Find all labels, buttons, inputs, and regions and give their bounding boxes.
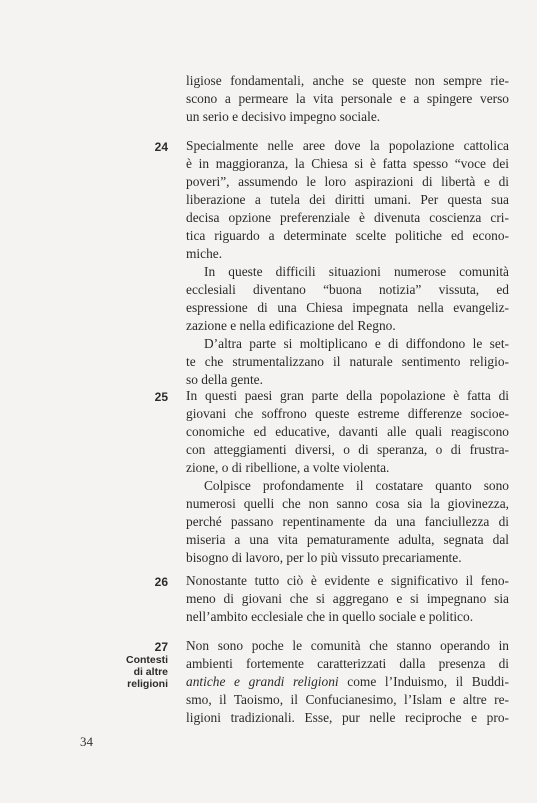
- text-line: Colpisce profondamente il costatare quanto sono: [204, 478, 509, 493]
- text-line: In questi paesi gran parte della popolazione è fatta di: [186, 388, 509, 403]
- text-line: te che strumentalizzano il naturale sentimento religio-: [186, 354, 509, 369]
- text-line: miseria a una vita pematuramente adulta, segnata dal: [186, 532, 509, 547]
- paragraph-number: 24: [154, 140, 168, 154]
- text-line: un serio e decisivo impegno sociale.: [186, 109, 381, 124]
- italic-phrase: antiche e grandi religioni: [186, 674, 339, 689]
- text-line: scono a permeare la vita personale e a spingere verso: [186, 91, 509, 106]
- margin-note-line: di altre: [133, 666, 168, 678]
- text-line: giovani che soffrono queste estreme differenze socioe-: [186, 406, 509, 421]
- text-line: miche.: [186, 246, 223, 261]
- text-line: con atteggiamenti diversi, o di speranza, o di frustra-: [186, 442, 509, 457]
- text-line: espressione di una Chiesa impegnata nella evangeliz-: [186, 300, 509, 315]
- text-line: meno di giovani che si aggregano e si impegnano sia: [186, 591, 509, 606]
- text-line: numerosi quelli che non sanno cosa sia la giovinezza,: [186, 496, 509, 511]
- text-line: smo, il Taoismo, il Confucianesimo, l’Islam e altre re-: [186, 692, 509, 707]
- text-line-with-italic: [186, 673, 509, 691]
- text-line: è in maggioranza, la Chiesa si è fatta spesso “voce dei: [186, 156, 509, 171]
- page-number: 34: [80, 734, 93, 749]
- text-line: tica riguardo a determinate scelte politiche ed econo-: [186, 228, 509, 243]
- text-line: D’altra parte si moltiplicano e di diffondono le set-: [204, 336, 509, 351]
- text-line: In queste difficili situazioni numerose comunità: [204, 264, 509, 279]
- text-line: ambienti fortemente caratterizzati dalla presenza di: [186, 656, 509, 671]
- text-line: ligioni tradizionali. Esse, pur nelle reciproche e pro-: [186, 710, 509, 725]
- text-line: Non sono poche le comunità che stanno operando in: [186, 638, 509, 653]
- paragraph-26: [186, 572, 509, 626]
- paragraph-25: [186, 387, 509, 567]
- paragraph-24: [186, 137, 509, 389]
- text-line: Nonostante tutto ciò è evidente e significativo il feno-: [186, 573, 509, 588]
- paragraph-number: 26: [154, 575, 168, 589]
- margin-note-line: Contesti: [126, 654, 168, 666]
- text-line: decisa opzione preferenziale è divenuta coscienza cri-: [186, 210, 509, 225]
- text-line: nell’ambito ecclesiale che in quello sociale e politico.: [186, 609, 474, 624]
- margin-note: [108, 654, 168, 690]
- margin-note-line: religioni: [127, 678, 168, 690]
- text-line: Specialmente nelle aree dove la popolazione cattolica: [186, 138, 509, 153]
- text-line: perché passano repentinamente da una fanciullezza di: [186, 514, 509, 529]
- text-line: ligiose fondamentali, anche se queste non sempre rie-: [186, 73, 509, 88]
- text-rest: come l’Induismo, il Buddi-: [338, 674, 509, 689]
- text-line: zazione e nella edificazione del Regno.: [186, 318, 396, 333]
- text-line: poveri”, assumendo le loro aspirazioni di libertà e di: [186, 174, 509, 189]
- text-line: liberazione a tutela dei diritti umani. Per questa sua: [186, 192, 509, 207]
- text-line: so della gente.: [186, 372, 263, 387]
- text-line: zione, o di ribellione, a volte violenta.: [186, 460, 390, 475]
- paragraph-number: 25: [154, 390, 168, 404]
- paragraph-continuation: [186, 72, 509, 126]
- text-line: conomiche ed educative, davanti alle quali reagiscono: [186, 424, 509, 439]
- text-line: ecclesiali diventano “buona notizia” vissuta, ed: [186, 282, 509, 297]
- text-line: bisogno di lavoro, per lo più vissuto precariamente.: [186, 550, 462, 565]
- paragraph-number: 27: [154, 640, 168, 654]
- paragraph-27: [186, 637, 509, 727]
